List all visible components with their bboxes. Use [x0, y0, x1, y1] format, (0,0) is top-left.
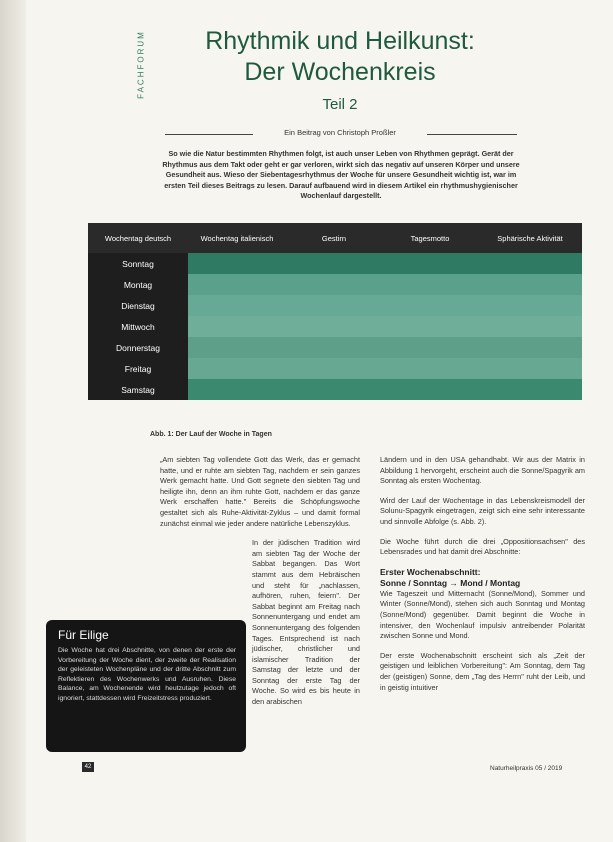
- table-cell: [382, 316, 478, 337]
- day-cell: Montag: [88, 274, 188, 295]
- footer-issue: Naturheilpraxis 05 / 2019: [490, 765, 563, 772]
- header-cell: Wochentag italienisch: [200, 233, 274, 243]
- summary-box: [46, 620, 246, 752]
- byline-text: Ein Beitrag von Christoph Proßler: [284, 128, 396, 137]
- article-part: Teil 2: [322, 96, 358, 113]
- table-cell: [188, 295, 286, 316]
- table-cell: [188, 274, 286, 295]
- paragraph: Ländern und in den USA gehandhabt. Wir aus der Matrix in Abbildung 1 hervorgeht, erscheint auch die Sonne/Spagyrik am Sonntag als ersten Wochentag.: [380, 455, 585, 486]
- table-cell: [286, 337, 382, 358]
- summary-text: Die Woche hat drei Abschnitte, von denen der erste der Vorbereitung der Woche dient, der zweite der Realisation der geleisteten Wochenpläne und der dritte Abschnitt zum Reflektieren des Wochenwerks und Ausruhen. Diese Balance, am Wochenende wird heutzutage jedoch oft ignoriert, stattdessen wird Freizeitstress produziert.: [58, 647, 236, 702]
- byline-rule-left: [165, 134, 253, 135]
- table-cell: [478, 295, 582, 316]
- table-row: [88, 337, 582, 358]
- table-cell: [286, 295, 382, 316]
- table-cell: [188, 253, 286, 274]
- title-line-2: Der Wochenkreis: [244, 58, 436, 86]
- table-cell: [478, 253, 582, 274]
- table-row: [88, 316, 582, 337]
- table-row: [88, 274, 582, 295]
- paragraph: Wird der Lauf der Wochentage in das Lebenskreismodell der Solunu-Spagyrik eingetragen, zeigt sich eine sehr interessante und sinnvolle Abfolge (s. Abb. 2).: [380, 495, 585, 526]
- table-cell: [188, 379, 286, 400]
- table-row: [88, 253, 582, 274]
- table-row: [88, 379, 582, 400]
- table-row: [88, 295, 582, 316]
- table-cell: [188, 337, 286, 358]
- paragraph: Die Woche führt durch die drei „Oppositionsachsen" des Lebensrades und hat damit drei Abschnitte:: [380, 536, 585, 557]
- day-cell: Dienstag: [88, 295, 188, 316]
- intro-paragraph: So wie die Natur bestimmten Rhythmen folgt, ist auch unser Leben von Rhythmen geprägt. Gerät der Rhythmus aus dem Takt oder geht er gar verloren, wirkt sich das negativ auf unseren Körper und unsere Gesundheit aus. Wieso der Siebentagesrhythmus der Woche für unsere Gesundheit wichtig ist, war im ersten Teil dieses Beitrags zu lesen. Darauf aufbauend wird in diesem Artikel ein rhythmushygienischer Wochenlauf dargestellt.: [162, 149, 520, 200]
- paragraph: In der jüdischen Tradition wird am siebten Tag der Woche der Sabbat begangen. Das Wort stammt aus dem Hebräischen und steht für „nachlassen, aufhören, ruhen, feiern". Der Sabbat beginnt am Freitag nach Sonnenuntergang und endet am Sonnenuntergang des folgenden Tages. Entsprechend ist nach jüdischer, christlicher und islamischer Tradition der Samstag der letzte und der Sonntag der erste Tag der Woche. So wird es bis heute in den arabischen: [252, 538, 360, 707]
- section-label: [131, 20, 151, 130]
- header-cell: Sphärische Aktivität: [497, 233, 563, 243]
- figure-caption: Abb. 1: Der Lauf der Woche in Tagen: [150, 431, 272, 438]
- table-cell: [286, 274, 382, 295]
- table-cell: [478, 358, 582, 379]
- table-cell: [188, 316, 286, 337]
- table-header: [88, 223, 582, 253]
- table-cell: [188, 358, 286, 379]
- paragraph: Der erste Wochenabschnitt erscheint sich als „Zeit der geistigen und leiblichen Vorbereitung": Am Sonntag, dem Tag der (geistigen) Sonne, dem „Tag des Herrn" ruht der Leib, und in geistig intuitiver: [380, 650, 585, 692]
- section-heading: Sonne / Sonntag → Mond / Montag: [380, 577, 521, 588]
- day-cell: Sonntag: [88, 253, 188, 274]
- table-cell: [382, 295, 478, 316]
- text-column-2: [380, 455, 585, 702]
- day-cell: Samstag: [88, 379, 188, 400]
- paragraph: „Am siebten Tag vollendete Gott das Werk, das er gemacht hatte, und er ruhte am siebten Tag, nachdem er sein ganzes Werk gemacht hatte. Und Gott segnete den siebten Tag und heiligte ihn, denn an ihm ruhte Gott, nachdem er das ganze Werk erschaffen hatte." Bereits die Schöpfungswoche gestaltet sich als Ruhe-Aktivität-Zyklus – und damit formal zunächst einmal wie jeder andere natürliche Lebenszyklus.: [160, 455, 360, 528]
- table-cell: [382, 379, 478, 400]
- paragraph: Wie Tageszeit und Mitternacht (Sonne/Mond), Sommer und Winter (Sonne/Mond), stehen sich auch Sonntag und Montag (Sonne/Mond) gegenüber. Damit beginnt die Woche in intensiver, den Wochenlauf impulsiv antreibender Polarität zwischen Sonne und Mond.: [380, 588, 585, 641]
- summary-title: Für Eilige: [58, 628, 109, 642]
- table-cell: [478, 379, 582, 400]
- byline: [165, 128, 517, 140]
- day-cell: Donnerstag: [88, 337, 188, 358]
- week-table: [88, 223, 582, 423]
- table-cell: [382, 253, 478, 274]
- table-cell: [286, 379, 382, 400]
- byline-rule-right: [427, 134, 517, 135]
- day-cell: Freitag: [88, 358, 188, 379]
- section-heading: Erster Wochenabschnitt:: [380, 566, 481, 577]
- table-cell: [478, 274, 582, 295]
- article-title: [150, 26, 530, 88]
- table-cell: [286, 253, 382, 274]
- header-cell: Tagesmotto: [410, 233, 450, 243]
- table-row: [88, 358, 582, 379]
- section-label-text: FACHFORUM: [136, 30, 146, 99]
- table-cell: [382, 337, 478, 358]
- header-cell: Gestirn: [321, 233, 347, 243]
- table-cell: [286, 358, 382, 379]
- table-cell: [286, 316, 382, 337]
- title-line-1: Rhythmik und Heilkunst:: [205, 27, 475, 55]
- table-cell: [382, 358, 478, 379]
- day-cell: Mittwoch: [88, 316, 188, 337]
- header-cell: Wochentag deutsch: [104, 233, 172, 243]
- page-number: 42: [82, 762, 94, 772]
- table-cell: [478, 337, 582, 358]
- table-cell: [478, 316, 582, 337]
- page-edge: [0, 0, 26, 842]
- table-cell: [382, 274, 478, 295]
- table-body: [88, 253, 582, 400]
